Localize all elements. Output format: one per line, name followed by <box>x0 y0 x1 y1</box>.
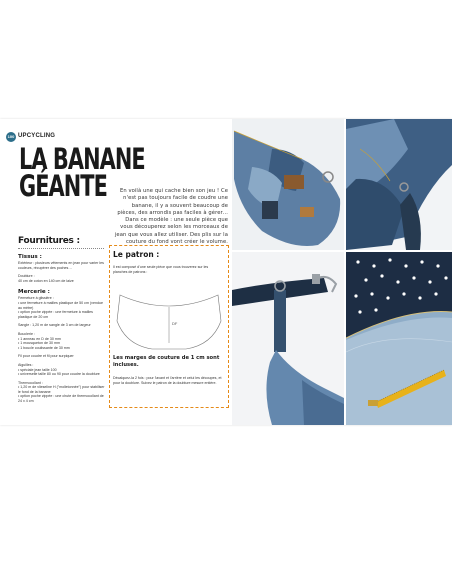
fourn-line: • spéciale jean taille 100 <box>18 367 57 372</box>
decalquez-text: Décalquez-la 2 fois : pour l'avant et l'arrière et celui les découpes, et pour la doublure. Suivez le patron de la doublure mesure entière. <box>113 376 222 385</box>
fourn-line: Aiguilles : <box>18 362 34 367</box>
marges-note: Les marges de couture de 1 cm sont incluses. <box>113 355 220 368</box>
fourn-line: 40 cm de coton en 140 cm de laize <box>18 278 74 283</box>
section-tag: UPCYCLING <box>18 133 56 139</box>
fourn-line: Thermocollant : <box>18 380 43 385</box>
fourn-line: • universelle taille 80 ou 90 pour coudre la doublure <box>18 372 100 377</box>
fournitures-divider <box>18 248 104 249</box>
fourn-line: • 1 mousqueton de 30 mm <box>18 341 61 346</box>
fourn-line: • 1 boucle coulissante de 30 mm <box>18 345 70 350</box>
fourn-line: Extérieur : plusieurs vêtements en jean pour varier les couleurs, récupérer des poches… <box>18 261 104 270</box>
fourn-line: Bouclerie : <box>18 331 35 336</box>
page-number-badge: 100 <box>6 132 16 142</box>
fournitures-heading: Fournitures : <box>18 236 80 246</box>
pattern-diagram <box>114 285 224 355</box>
bag-side-photo <box>346 119 452 250</box>
fourn-line: • 1 anneau en D de 30 mm <box>18 336 61 341</box>
title-line-2: GÉANTE <box>19 169 107 203</box>
fourn-line: Sangle : 1,20 m de sangle de 3 cm de largeur <box>18 323 91 328</box>
fourn-line: • option poche zippée : une fermeture à mailles plastique de 20 cm <box>18 310 93 319</box>
fourn-line: Fermeture à glissière : <box>18 296 54 301</box>
title-line-1: LA BANANE <box>19 142 145 176</box>
fourn-line: • une fermeture à mailles plastique de 50 cm (vendue au mètre) <box>18 300 103 310</box>
zipper-detail-photo <box>346 252 452 425</box>
fourn-line: • option poche zippée : une chute de thermocollant de 24 x 4 cm <box>18 394 104 404</box>
bag-front-photo <box>232 119 344 250</box>
intro-paragraph: En voilà une qui cache bien son jeu ! Ce n'est pas toujours facile de coudre une banane, il y a souvent beaucoup de pièces, des arrondis pas faciles à gérer… Dans ce modèle : une seule pièce que vous découperez selon les morceaux de jean que vous allez utiliser. Des plis sur la couture du fond vont créer le volume. <box>114 188 228 246</box>
tissus-heading: Tissus : <box>18 254 42 260</box>
fourn-line: Doublure : <box>18 274 35 279</box>
patron-heading: Le patron : <box>113 250 160 259</box>
patron-text: Il est composé d'une seule pièce que vous trouverez sur les planches de patrons : <box>113 265 209 274</box>
pattern-label: DF <box>172 321 178 326</box>
fournitures-list <box>18 252 106 404</box>
bag-strap-photo <box>232 252 344 425</box>
fourn-line: Fil pour coudre et fil pour surpiquer <box>18 354 74 359</box>
mercerie-heading: Mercerie : <box>18 289 50 296</box>
fourn-line: • 1,20 m de vlieseline H ("molletonnée") pour stabiliser le fond de la banane <box>18 385 105 394</box>
